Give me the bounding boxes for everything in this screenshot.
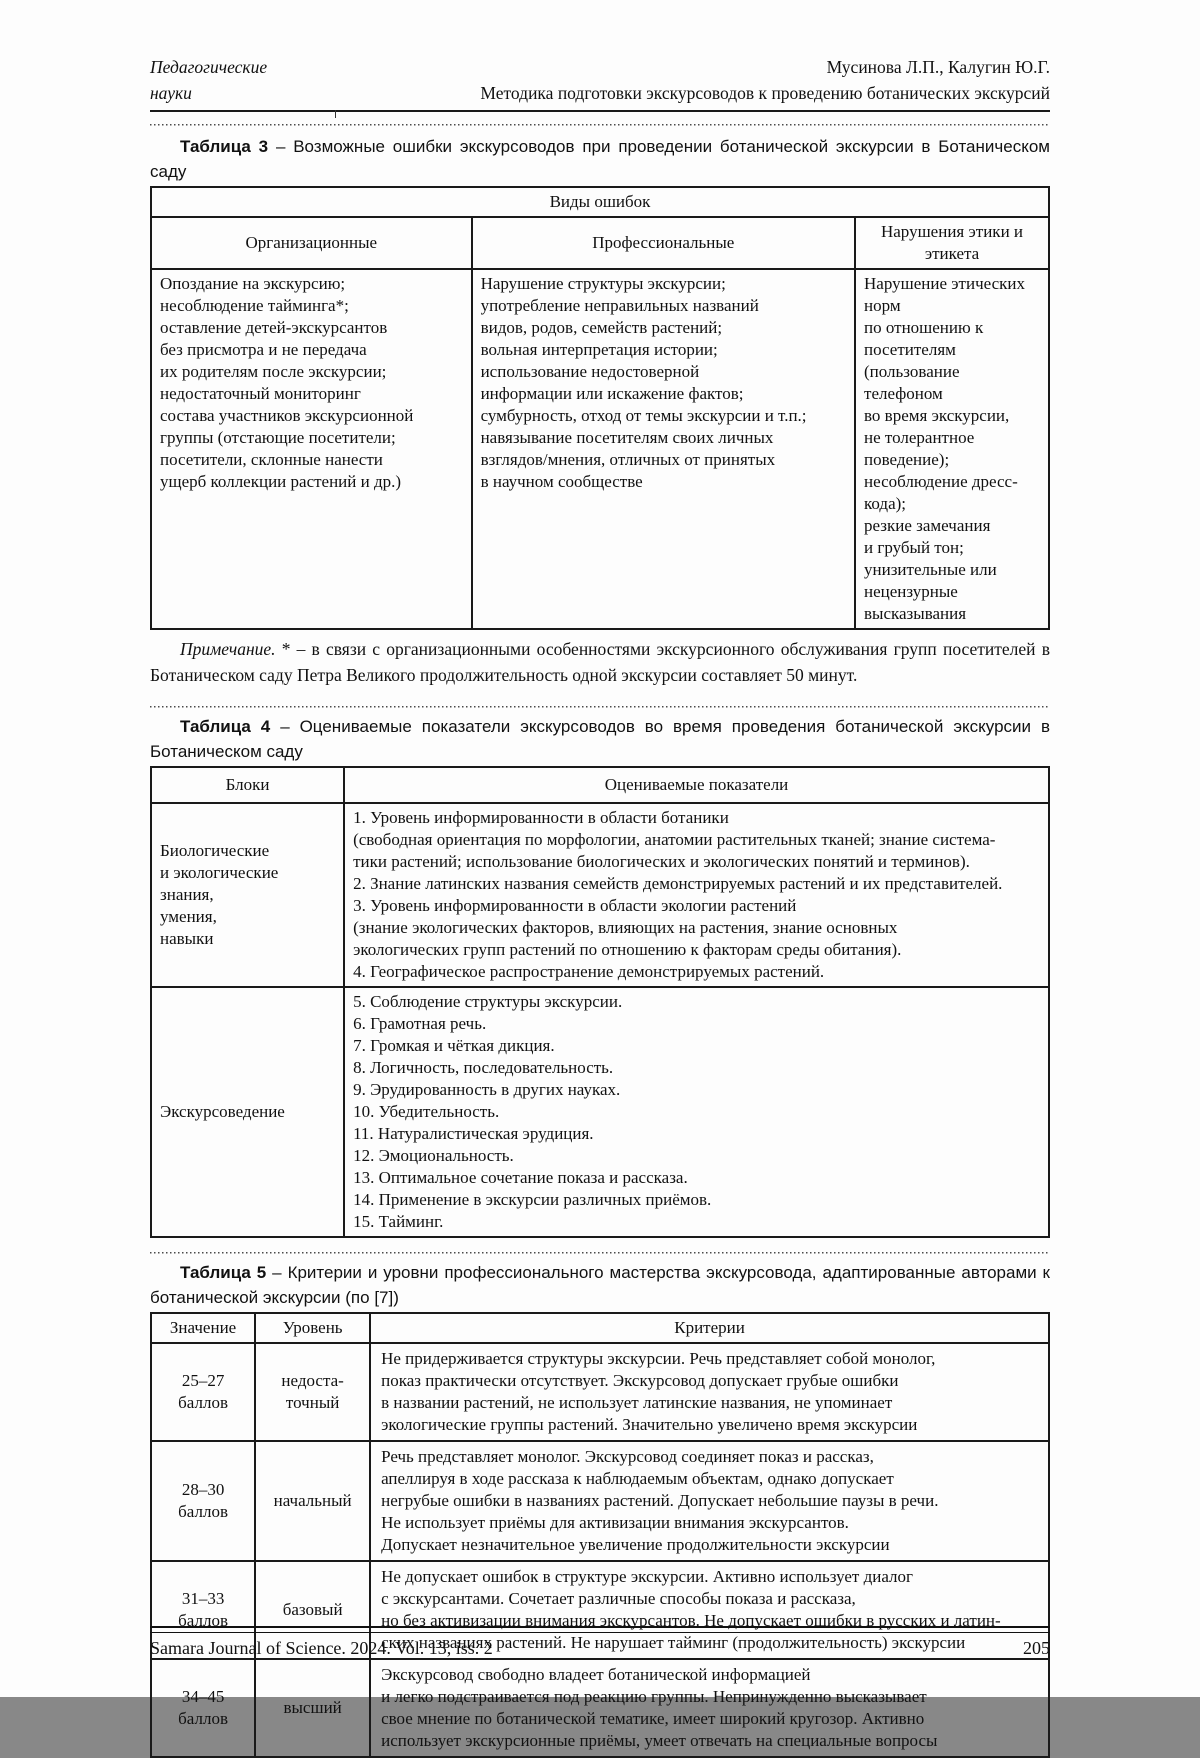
table4 [150, 766, 1050, 1238]
authors: Мусинова Л.П., Калугин Ю.Г. [826, 57, 1050, 77]
running-head-row-2 [150, 80, 1050, 106]
table3-caption [150, 134, 1050, 184]
dotted-separator-1 [150, 124, 1050, 126]
table3-cell-ethics: Нарушение этических норм по отношению к посетителям (пользование телефоном во время экскурсии, не толерантное поведение); несоблюдение дресс-кода); резкие замечания и грубый тон; унизительные или нецензурные высказывания [855, 269, 1049, 629]
table5-score-1: 25–27 баллов [151, 1343, 255, 1441]
table5-criteria-1: Не придерживается структуры экскурсии. Речь представляет собой монолог, показ практически отсутствует. Экскурсовод допускает грубые ошибки в названии растений, не использует латинские названия, не упоминает экологические группы растений. Значительно увеличено время экскурсии [370, 1343, 1049, 1441]
running-head-row-1 [150, 54, 1050, 80]
table5-level-2: начальный [255, 1441, 370, 1561]
dotted-separator-3 [150, 1252, 1050, 1254]
table4-caption-text: – Оцениваемые показатели экскурсоводов во время проведения ботанической экскурсии в Ботаническом саду [150, 717, 1050, 761]
table4-caption [150, 714, 1050, 764]
table5-score-4: 34–45 баллов [151, 1659, 255, 1757]
table3-col-organizational: Организационные [151, 217, 472, 269]
table4-caption-label: Таблица 4 [180, 717, 271, 736]
table4-indicators-biology: 1. Уровень информированности в области ботаники (свободная ориентация по морфологии, анатомии растительных тканей; знание система- тики растений; использование биологических и экологических понятий и терминов). 2. Знание латинских названия семейств демонстрируемых растений и их представителей. 3. Уровень информированности в области экологии растений (знание экологических факторов, влияющих на растения, знание основных экологических групп растений по отношению к факторам среды обитания). 4. Географическое распространение демонстрируемых растений. [344, 803, 1049, 987]
table3-span-header: Виды ошибок [151, 187, 1049, 217]
table5-score-3: 31–33 баллов [151, 1561, 255, 1659]
table5-col-criteria: Критерии [370, 1313, 1049, 1343]
table4-block-excursion: Экскурсоведение [151, 987, 344, 1237]
table5-row-initial [151, 1441, 1049, 1561]
table5-row-insufficient [151, 1343, 1049, 1441]
table3-col-professional: Профессиональные [472, 217, 855, 269]
table3-column-header-row [151, 217, 1049, 269]
table4-col-indicators: Оцениваемые показатели [344, 767, 1049, 803]
table5-level-3: базовый [255, 1561, 370, 1659]
table3-col-ethics: Нарушения этики и этикета [855, 217, 1049, 269]
page-number: 205 [1023, 1638, 1050, 1658]
table5-column-header-row [151, 1313, 1049, 1343]
footer-double-rule [150, 1626, 1050, 1633]
section-name-line1: Педагогические [150, 57, 268, 77]
table5-criteria-2: Речь представляет монолог. Экскурсовод соединяет показ и рассказ, апеллируя в ходе рассказа к наблюдаемым объектам, однако допускает негрубые ошибки в названиях растений. Допускает небольшие паузы в речи. Не использует приёмы для активизации внимания экскурсантов. Допускает незначительное увеличение продолжительности экскурсии [370, 1441, 1049, 1561]
table4-row-excursion [151, 987, 1049, 1237]
table4-indicators-excursion: 5. Соблюдение структуры экскурсии. 6. Грамотная речь. 7. Громкая и чёткая дикция. 8. Логичность, последовательность. 9. Эрудированность в других науках. 10. Убедительность. 11. Натуралистическая эрудиция. 12. Эмоциональность. 13. Оптимальное сочетание показа и рассказа. 14. Применение в экскурсии различных приёмов. 15. Тайминг. [344, 987, 1049, 1237]
table3-body-row [151, 269, 1049, 629]
table5-level-4: высший [255, 1659, 370, 1757]
running-head [150, 0, 1050, 112]
table3 [150, 186, 1050, 630]
footnote-text: * – в связи с организационными особенностями экскурсионного обслуживания групп посетителей в Ботаническом саду Петра Великого продолжительность одной экскурсии составляет 50 минут. [150, 639, 1050, 685]
table3-cell-professional: Нарушение структуры экскурсии; употребление неправильных названий видов, родов, семейств растений; вольная интерпретация истории; использование недостоверной информации или искажение фактов; сумбурность, отход от темы экскурсии и т.п.; навязывание посетителям своих личных взглядов/мнения, отличных от принятых в научном сообществе [472, 269, 855, 629]
table5-col-score: Значение [151, 1313, 255, 1343]
journal-reference: Samara Journal of Science. 2024. Vol. 13, iss. 2 [150, 1638, 493, 1658]
footer-row [150, 1635, 1050, 1661]
table5-col-level: Уровень [255, 1313, 370, 1343]
table4-column-header-row [151, 767, 1049, 803]
header-rule-tick [335, 110, 336, 118]
table3-caption-text: – Возможные ошибки экскурсоводов при проведении ботанической экскурсии в Ботаническом саду [150, 137, 1050, 181]
table5-level-1: недоста- точный [255, 1343, 370, 1441]
table5-row-highest [151, 1659, 1049, 1757]
table5-criteria-4: Экскурсовод свободно владеет ботанической информацией и легко подстраивается под реакцию группы. Непринужденно высказывает свое мнение по ботанической тематике, имеет широкий кругозор. Активно использует экскурсионные приёмы, умеет отвечать на специальные вопросы [370, 1659, 1049, 1757]
article-title: Методика подготовки экскурсоводов к проведению ботанических экскурсий [480, 83, 1050, 103]
page-content [150, 0, 1050, 1758]
table3-cell-organizational: Опоздание на экскурсию; несоблюдение тайминга*; оставление детей-экскурсантов без присмотра и не передача их родителям после экскурсии; недостаточный мониторинг состава участников экскурсионной группы (отстающие посетители; посетители, склонные нанести ущерб коллекции растений и др.) [151, 269, 472, 629]
table3-span-header-row [151, 187, 1049, 217]
table4-block-biology: Биологические и экологические знания, умения, навыки [151, 803, 344, 987]
table5-criteria-3: Не допускает ошибок в структуре экскурсии. Активно использует диалог с экскурсантами. Сочетает различные способы показа и рассказа, но без активизации внимания экскурсантов. Не допускает ошибки в русских и латин- ских названиях растений. Не нарушает тайминг (продолжительность) экскурсии [370, 1561, 1049, 1659]
table5-score-2: 28–30 баллов [151, 1441, 255, 1561]
dotted-separator-2 [150, 706, 1050, 708]
table5 [150, 1312, 1050, 1758]
table5-caption-label: Таблица 5 [180, 1263, 267, 1282]
section-name-line2: науки [150, 83, 192, 103]
table4-col-blocks: Блоки [151, 767, 344, 803]
table5-caption-text: – Критерии и уровни профессионального мастерства экскурсовода, адаптированные авторами к ботанической экскурсии (по [7]) [150, 1263, 1050, 1307]
table3-caption-label: Таблица 3 [180, 137, 269, 156]
footnote-label: Примечание. [180, 639, 276, 659]
page-footer [150, 1626, 1050, 1661]
table5-caption [150, 1260, 1050, 1310]
table4-row-biology [151, 803, 1049, 987]
table3-footnote [150, 636, 1050, 688]
